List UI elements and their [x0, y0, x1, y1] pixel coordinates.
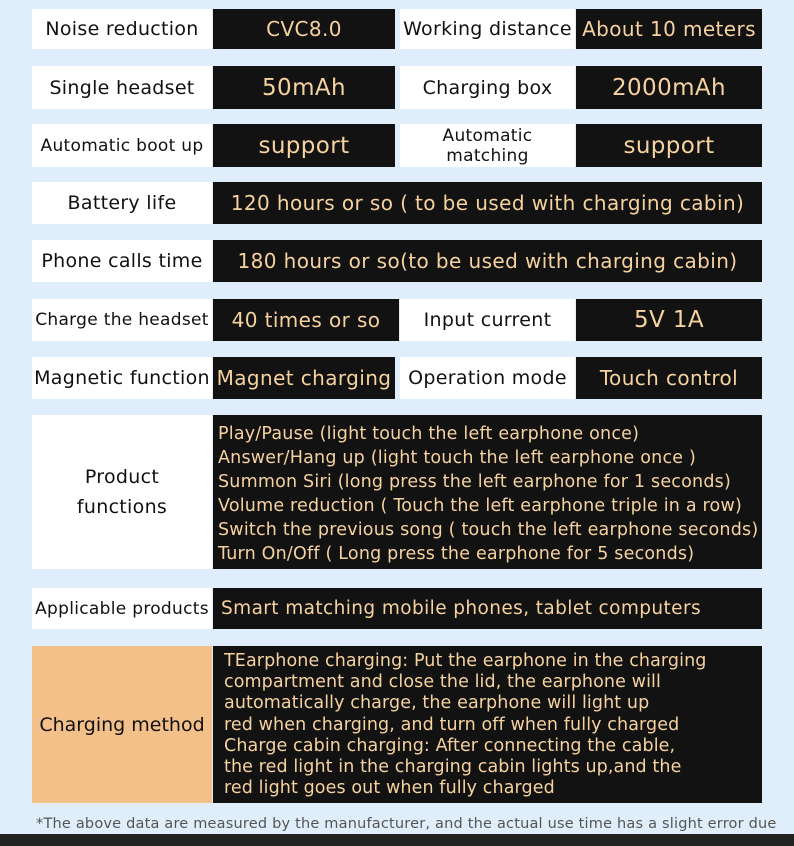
product-function-line: Switch the previous song ( touch the left earphone seconds) — [218, 520, 759, 540]
charging-box-value: 2000mAh — [576, 66, 762, 109]
charge-headset-label: Charge the headset — [32, 299, 212, 341]
charging-method-label: Charging method — [32, 646, 212, 803]
product-functions-label — [32, 415, 212, 569]
automatic-boot-label: Automatic boot up — [32, 124, 212, 167]
phone-calls-label: Phone calls time — [32, 240, 212, 282]
input-current-label: Input current — [400, 299, 575, 341]
footnote: *The above data are measured by the manufacturer, and the actual use time has a slight error due — [36, 816, 777, 832]
noise-reduction-value: CVC8.0 — [213, 9, 395, 49]
noise-reduction-label: Noise reduction — [32, 9, 212, 49]
product-function-line: Summon Siri (long press the left earphone for 1 seconds) — [218, 472, 731, 492]
product-function-line: Play/Pause (light touch the left earphone once) — [218, 424, 640, 444]
charging-method-line: automatically charge, the earphone will light up — [224, 693, 650, 714]
product-functions-value — [213, 415, 762, 569]
charging-box-label: Charging box — [400, 66, 575, 109]
single-headset-value: 50mAh — [213, 66, 395, 109]
battery-life-value: 120 hours or so ( to be used with charging cabin) — [213, 182, 762, 224]
operation-mode-value: Touch control — [576, 357, 762, 399]
magnetic-function-label: Magnetic function — [32, 357, 212, 399]
charge-headset-value: 40 times or so — [213, 299, 399, 341]
charging-method-value — [213, 646, 762, 803]
battery-life-label: Battery life — [32, 182, 212, 224]
magnetic-function-value: Magnet charging — [213, 357, 395, 399]
charging-method-line: the red light in the charging cabin lights up,and the — [224, 757, 682, 778]
product-functions-label-line-1: Product — [84, 466, 160, 488]
working-distance-value: About 10 meters — [576, 9, 762, 49]
working-distance-label: Working distance — [400, 9, 575, 49]
product-function-line: Turn On/Off ( Long press the earphone for 5 seconds) — [218, 544, 695, 564]
charging-method-line: red when charging, and turn off when fully charged — [224, 714, 680, 735]
applicable-products-value: Smart matching mobile phones, tablet computers — [213, 588, 762, 629]
single-headset-label: Single headset — [32, 66, 212, 109]
product-function-line: Volume reduction ( Touch the left earphone triple in a row) — [218, 496, 742, 516]
charging-method-line: red light goes out when fully charged — [224, 778, 555, 799]
automatic-matching-label: Automatic matching — [400, 124, 575, 167]
footer-bar — [0, 834, 794, 846]
product-functions-label-line-2: functions — [76, 496, 168, 518]
applicable-products-label: Applicable products — [32, 588, 212, 629]
automatic-boot-value: support — [213, 124, 395, 167]
charging-method-line: TEarphone charging: Put the earphone in the charging — [224, 651, 707, 671]
charging-method-line: compartment and close the lid, the earphone will — [224, 672, 661, 693]
input-current-value: 5V 1A — [576, 299, 762, 341]
product-function-line: Answer/Hang up (light touch the left earphone once ) — [218, 448, 697, 468]
operation-mode-label: Operation mode — [400, 357, 575, 399]
automatic-matching-value: support — [576, 124, 762, 167]
phone-calls-value: 180 hours or so(to be used with charging cabin) — [213, 240, 762, 282]
charging-method-line: Charge cabin charging: After connecting the cable, — [224, 735, 676, 756]
